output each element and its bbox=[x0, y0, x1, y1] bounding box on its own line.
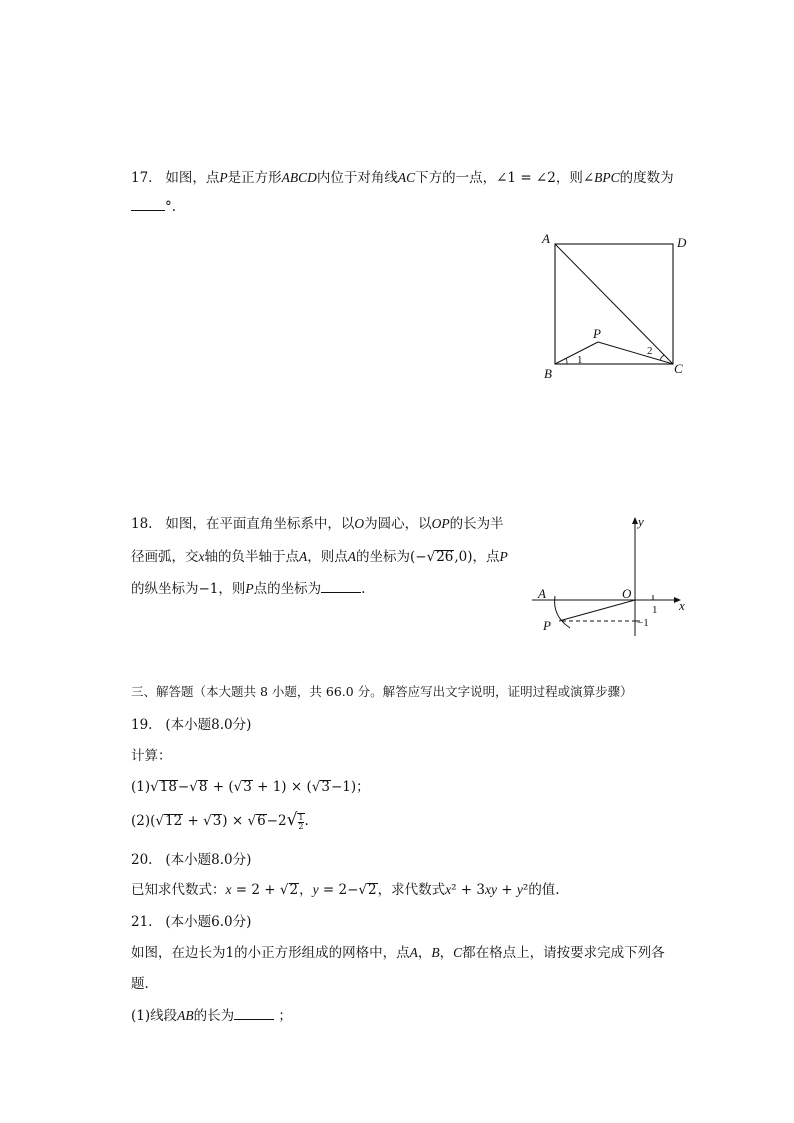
q20-number: 20. bbox=[131, 852, 153, 868]
q21-answer-blank[interactable] bbox=[234, 1007, 274, 1020]
q21-line1: 如图，在边长为1的小正方形组成的网格中，点A，B，C都在格点上，请按要求完成下列各 bbox=[131, 945, 665, 961]
angle-1-arc bbox=[566, 358, 567, 364]
section3-title: 三、解答题（本大题共 8 小题，共 66.0 分。解答应写出文字说明，证明过程或演算步骤） bbox=[131, 684, 633, 699]
q19-part2: (2)(√12 + √3) × √6−2√ $\frac{1}{2}$ . bbox=[131, 810, 309, 831]
q20-header: 20. (本小题8.0分) bbox=[131, 852, 252, 868]
q17-answer-blank[interactable] bbox=[131, 198, 165, 211]
q18-line2: 径画弧，交x轴的负半轴于点A，则点A的坐标为(−√26,0)，点P bbox=[131, 549, 508, 565]
q18-line1: 18. 如图，在平面直角坐标系中，以O为圆心，以OP的长为半 bbox=[131, 516, 504, 532]
q20-body: 已知求代数式：x = 2 + √2，y = 2−√2，求代数式x² + 3xy + y²的值. bbox=[131, 882, 560, 898]
q18-coordinate-figure bbox=[532, 508, 702, 643]
q21-number: 21. bbox=[131, 914, 153, 930]
diagonal-ac bbox=[555, 244, 673, 364]
label-b: B bbox=[544, 366, 552, 381]
q19-instruction: 计算： bbox=[131, 748, 172, 764]
q18-answer-blank[interactable] bbox=[321, 580, 361, 593]
label-x: x bbox=[679, 598, 685, 613]
q17-square-figure bbox=[538, 232, 698, 382]
q21-header: 21. (本小题6.0分) bbox=[131, 914, 252, 930]
label-neg-one: −1 bbox=[637, 617, 649, 629]
q19-part1: (1)√18−√8 + (√3 + 1) × (√3−1)； bbox=[131, 779, 370, 795]
label-p: P bbox=[543, 618, 551, 633]
q17-number: 17. bbox=[131, 170, 153, 186]
label-p: P bbox=[593, 326, 601, 341]
label-y: y bbox=[638, 514, 644, 529]
q19-number: 19. bbox=[131, 717, 153, 733]
q21-part1: (1)线段AB的长为 ； bbox=[131, 1008, 292, 1024]
label-d: D bbox=[677, 235, 687, 250]
label-o: O bbox=[622, 586, 632, 601]
q17-line1: 17. 如图，点P是正方形ABCD内位于对角线AC下方的一点，∠1 = ∠2，则∠BPC的度数为 bbox=[131, 170, 674, 186]
label-angle-2: 2 bbox=[647, 345, 653, 357]
arc-ap bbox=[555, 596, 570, 628]
q19-header: 19. (本小题8.0分) bbox=[131, 717, 252, 733]
label-angle-1: 1 bbox=[577, 354, 583, 366]
label-one: 1 bbox=[652, 604, 658, 616]
q17-line2: °. bbox=[131, 198, 176, 215]
label-a: A bbox=[538, 586, 546, 601]
label-c: C bbox=[674, 361, 683, 376]
segment-op bbox=[559, 600, 635, 621]
q18-number: 18. bbox=[131, 516, 153, 532]
q21-line2: 题. bbox=[131, 976, 149, 992]
q18-line3: 的纵坐标为−1，则P点的坐标为 . bbox=[131, 581, 366, 597]
angle-2-arc bbox=[660, 355, 664, 360]
label-a: A bbox=[542, 231, 550, 246]
